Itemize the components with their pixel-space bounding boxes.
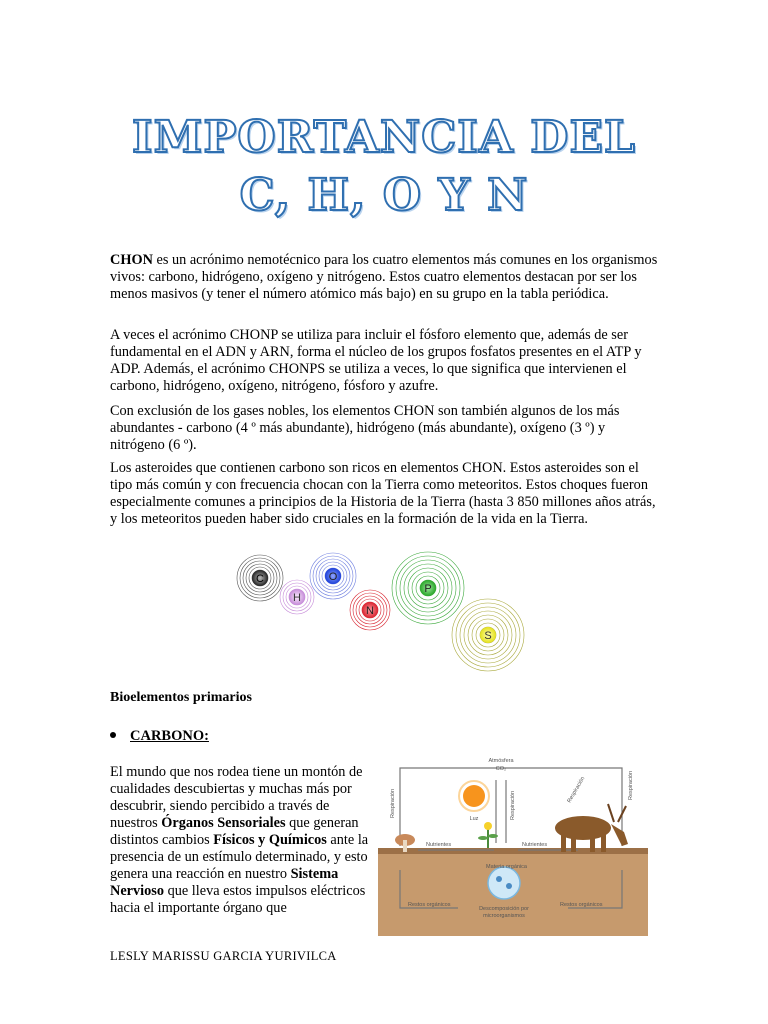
bold-term: Sistema Nervioso [110, 866, 339, 899]
label-nutrients-left: Nutrientes [426, 842, 452, 848]
paragraph-asteroids: Los asteroides que contienen carbono son ricos en elementos CHON. Estos asteroides son el tipo más común y con frecuencia chocan con la Tierra como meteoritos. Estos choques fueron especialmente comunes a principios de la Historia de la Tierra (hasta 3 850 millones años atrás, y los meteoritos pueden haber sido cruciales en la formación de la vida en la Tierra. [110, 460, 656, 527]
text-run: que lleva estos impulsos eléctricos hacia el importante órgano que [110, 883, 366, 916]
hydrogen-symbol: H [293, 592, 301, 604]
page-title-line-1: IMPORTANCIA DEL [132, 112, 636, 163]
footer-author: LESLY MARISSU GARCIA YURIVILCA [110, 949, 337, 963]
sun-icon [463, 785, 485, 807]
page-title-line-2: C, H, O Y N [239, 170, 529, 221]
text-run: ante la presencia de un estímulo determinado, y esto genera una reacción en nuestro [110, 832, 369, 882]
carbono-paragraph [110, 764, 372, 917]
label-organic-matter: Materia orgánica [486, 864, 527, 870]
soil-top-band [378, 848, 648, 854]
text-run: que generan distintos cambios [110, 815, 359, 848]
paragraph-abundance: Con exclusión de los gases nobles, los elementos CHON son también algunos de los más abundantes - carbono (4 º más abundante), hidrógeno (más abundante), oxígeno (3 º) y nitrógeno (6 º). [110, 403, 620, 453]
sulfur-symbol: S [484, 630, 492, 642]
paragraph-chon-definition [110, 252, 658, 303]
bullet-dot-icon [110, 732, 116, 738]
bullet-label: CARBONO: [130, 728, 209, 744]
bullet-carbono [110, 728, 209, 745]
label-respiration-mid: Respiración [510, 790, 516, 820]
label-organic-remains-left: Restos orgánicos [408, 902, 451, 908]
label-microorganisms: microorganismos [483, 913, 525, 919]
text-run: El mundo que nos rodea tiene un montón de cualidades descubiertas y muchas más por descubrir, siendo percibido a través de nuestros [110, 764, 363, 831]
label-respiration-left: Respiración [390, 788, 396, 818]
microbe-dot [506, 883, 512, 889]
microorganism-icon [488, 867, 520, 899]
chon-term: CHON [110, 252, 153, 268]
label-co2: CO₂ [495, 766, 507, 772]
carbon-cycle-diagram [378, 748, 648, 936]
carbon-symbol: C [256, 573, 264, 585]
chonps-elements-figure [230, 548, 530, 678]
microbe-dot [496, 876, 502, 882]
section-heading: Bioelementos primarios [110, 690, 252, 705]
label-organic-remains-right: Restos orgánicos [560, 902, 603, 908]
bold-term: Órganos Sensoriales [161, 815, 286, 831]
oxygen-symbol: O [328, 571, 338, 583]
nitrogen-symbol: N [366, 605, 374, 617]
label-respiration-far: Respiración [628, 770, 634, 800]
paragraph-text: es un acrónimo nemotécnico para los cuatro elementos más comunes en los organismos vivos: carbono, hidrógeno, oxígeno y nitrógeno. Estos cuatro elementos destacan por ser los menos masivos (y tener el número atómico más bajo) en su grupo en la tabla periódica. [110, 252, 658, 302]
label-respiration-right: Respiración [566, 775, 587, 804]
label-decomposition: Descomposición por [479, 906, 529, 912]
paragraph-chonp: A veces el acrónimo CHONP se utiliza para incluir el fósforo elemento que, además de ser fundamental en el ADN y ARN, forma el núcleo de los grupos fosfatos presentes en el ATP y ADP. Además, el acrónimo CHONPS se utiliza a veces, lo que significa que intervienen el carbono, hidrógeno, oxígeno, nitrógeno, fósforo y azufre. [110, 327, 642, 394]
label-light: Luz [469, 816, 479, 822]
label-atmosphere: Atmósfera [488, 758, 514, 764]
bold-term: Físicos y Químicos [213, 832, 327, 848]
label-nutrients-right: Nutrientes [522, 842, 548, 848]
phosphorus-symbol: P [424, 583, 432, 595]
